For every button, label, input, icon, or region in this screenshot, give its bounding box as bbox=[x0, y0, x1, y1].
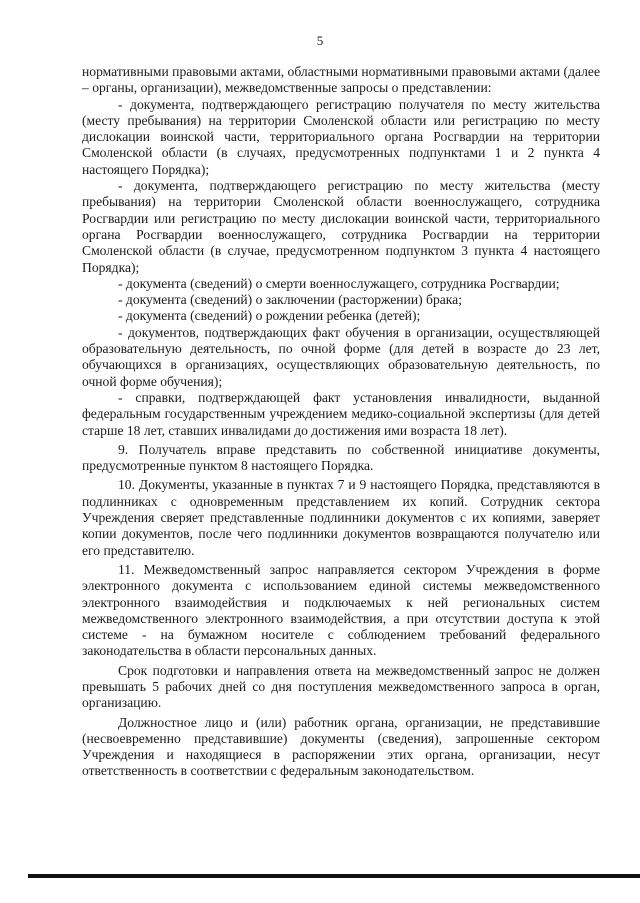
paragraph-responsibility: Должностное лицо и (или) работник органа, организации, не представившие (несвоевременно представившие) документы (сведения), запрошенные сектором Учреждения и находящиеся в распоряжении этих органа, организации, несут ответственность в соответствии с федеральным законодательством. bbox=[82, 714, 600, 779]
list-item-birth-document: - документа (сведений) о рождении ребенка (детей); bbox=[118, 308, 421, 324]
list-item-registration-serviceman: - документа, подтверждающего регистрацию по месту жительства (месту пребывания) на территории Смоленской области военнослужащего, сотрудника Росгвардии или регистрацию по месту дислокации воинской части, территориального органа Росгвардии военнослужащего, сотрудника Росгвардии на территории Смоленской области (в случае, предусмотренном подпунктом 3 пункта 4 настоящего Порядка); bbox=[82, 178, 600, 275]
list-item-disability-certificate: - справки, подтверждающей факт установления инвалидности, выданной федеральным государственным учреждением медико-социальной экспертизы (для детей старше 18 лет, ставших инвалидами до достижения ими возраста 18 лет). bbox=[82, 389, 600, 438]
bottom-divider bbox=[28, 874, 640, 878]
list-item-education-documents: - документов, подтверждающих факт обучения в организации, осуществляющей образовательную деятельность, по очной форме (для детей в возрасте до 23 лет, обучающихся в организациях, осуществляющих образовательную деятельность, по очной форме обучения); bbox=[82, 324, 600, 389]
paragraph-continuation: нормативными правовыми актами, областными нормативными правовыми актами (далее – органы, организации), межведомственные запросы о представлении: bbox=[82, 64, 600, 96]
list-item-death-document: - документа (сведений) о смерти военнослужащего, сотрудника Росгвардии; bbox=[118, 275, 560, 291]
document-body bbox=[82, 64, 600, 780]
paragraph-clause-11: 11. Межведомственный запрос направляется сектором Учреждения в форме электронного документа с использованием единой системы межведомственного электронного взаимодействия и подключаемых к ней региональных систем межведомственного электронного взаимодействия, а при отсутствии доступа к этой системе - на бумажном носителе с соблюдением требований федерального законодательства в области персональных данных. bbox=[82, 561, 600, 659]
list-item-registration-recipient: - документа, подтверждающего регистрацию получателя по месту жительства (месту пребывания) на территории Смоленской области или регистрацию по месту дислокации воинской части, территориального органа Росгвардии на территории Смоленской области (в случаях, предусмотренных подпунктами 1 и 2 пункта 4 настоящего Порядка); bbox=[82, 96, 600, 177]
paragraph-response-deadline: Срок подготовки и направления ответа на межведомственный запрос не должен превышать 5 рабочих дней со дня поступления межведомственного запроса в орган, организацию. bbox=[82, 662, 600, 711]
list-item-marriage-document: - документа (сведений) о заключении (расторжении) брака; bbox=[118, 292, 462, 308]
page-number: 5 bbox=[316, 33, 324, 48]
paragraph-clause-9: 9. Получатель вправе представить по собственной инициативе документы, предусмотренные пунктом 8 настоящего Порядка. bbox=[82, 441, 600, 474]
paragraph-clause-10: 10. Документы, указанные в пунктах 7 и 9 настоящего Порядка, представляются в подлинниках с одновременным представлением их копий. Сотрудник сектора Учреждения сверяет представленные подлинники документов с их копиями, заверяет копии документов, после чего подлинники документов возвращаются получателю или его представителю. bbox=[82, 477, 600, 558]
